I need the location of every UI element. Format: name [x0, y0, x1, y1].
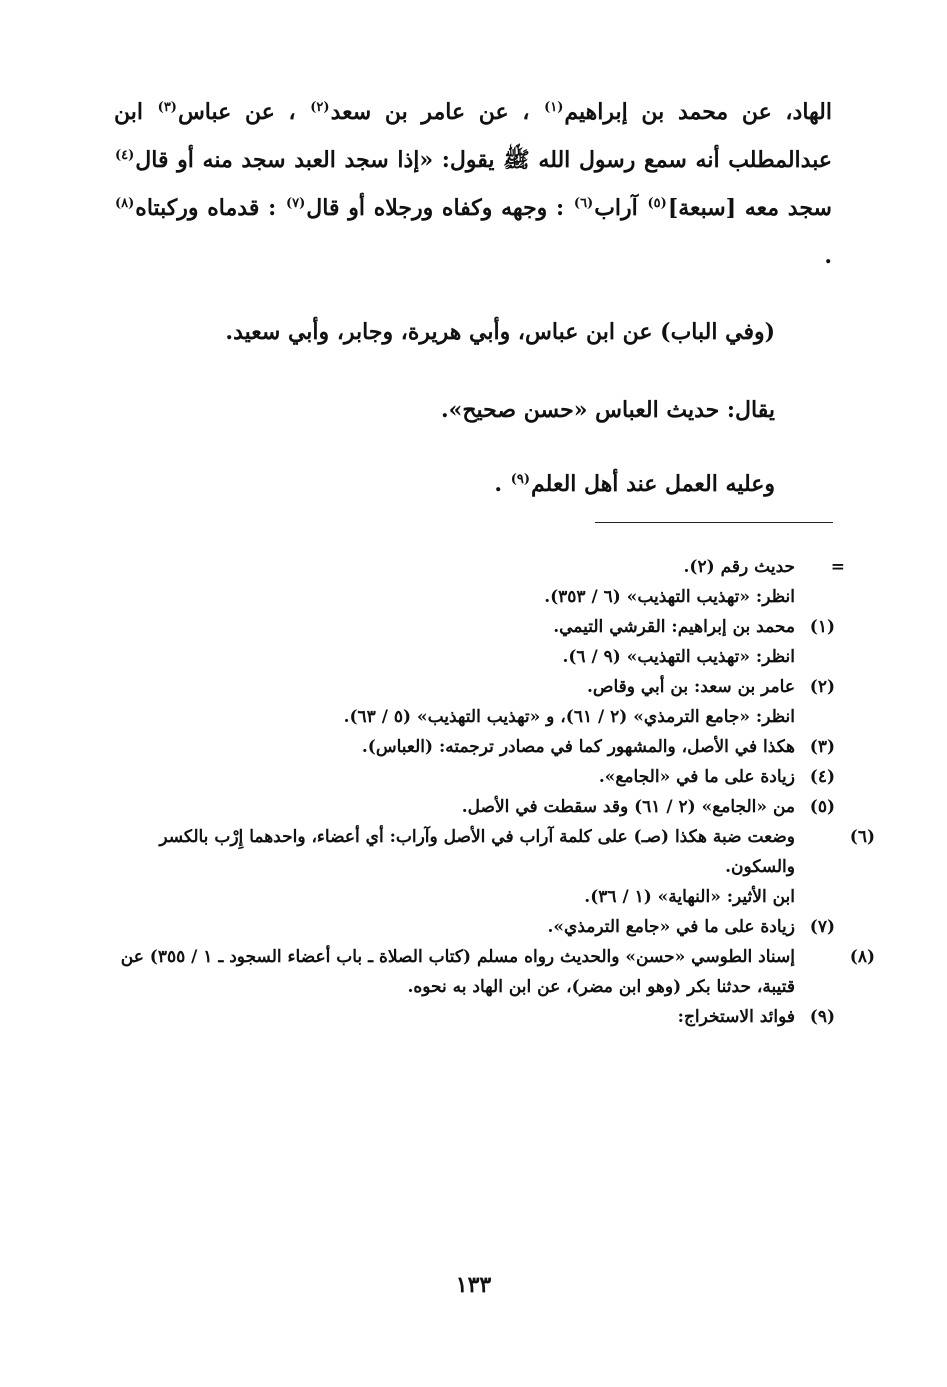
footnote-6: [113, 822, 875, 882]
footnote-number: (٩): [809, 1007, 835, 1027]
footnote-text: فوائد الاستخراج:: [677, 1007, 795, 1027]
footnote-number: (٧): [809, 917, 835, 937]
footnote-3: [113, 732, 835, 762]
footnote-9: [113, 1002, 835, 1032]
grading-paragraph: يقال: حديث العباس «حسن صحيح».: [440, 397, 775, 423]
hadith-text-segment: ، عن عامر بن سعد: [330, 99, 530, 125]
footnote-ref-9[interactable]: (٩): [510, 471, 531, 487]
footnote-8: [113, 942, 875, 1002]
footnote-1-reference: [113, 642, 835, 672]
footnote-ref-8[interactable]: (٨): [115, 195, 135, 211]
footnote-2: [113, 672, 835, 702]
reference-text: انظر: «جامع الترمذي» (٢ / ٦١)، و «تهذيب التهذيب» (٥ / ٦٣).: [343, 707, 795, 727]
hadith-text-segment: سجد معه [سبعة]: [667, 195, 832, 221]
footnote-hadith-number: [113, 552, 845, 582]
reference-text: انظر: «تهذيب التهذيب» (٩ / ٦).: [562, 647, 795, 667]
footnote-6-reference: [113, 882, 835, 912]
footnote-number: (٣): [809, 737, 835, 757]
footnote-ref-1[interactable]: (١): [544, 99, 564, 115]
footnote-number: (٨): [849, 947, 875, 967]
footnote-text: من «الجامع» (٢ / ٦١) وقد سقطت في الأصل.: [461, 797, 795, 817]
footnote-number: (٤): [809, 767, 835, 787]
hadith-text-segment: : قدماه وركبتاه: [135, 195, 277, 221]
footnote-2-reference: [113, 702, 835, 732]
hadith-text-segment: ابن عبدالمطلب أنه سمع رسول الله ﷺ يقول: «إذا سجد العبد سجد منه أو قال: [114, 99, 832, 173]
footnote-text: إسناد الطوسي «حسن» والحديث رواه مسلم (كتاب الصلاة ـ باب أعضاء السجود ـ ١ / ٣٥٥) عن قتيبة، حدثنا بكر (وهو ابن مضر)، عن ابن الهاد به نحوه.: [120, 947, 795, 997]
footnote-text: عامر بن سعد: بن أبي وقاص.: [586, 677, 795, 697]
footnote-divider: [595, 522, 833, 523]
footnote-number: (٢): [809, 677, 835, 697]
footnote-ref-4[interactable]: (٤): [115, 147, 135, 163]
hadith-text-segment: آراب: [594, 195, 638, 221]
reference-text: ابن الأثير: «النهاية» (١ / ٣٦).: [584, 887, 795, 907]
footnotes-section: [113, 552, 875, 1032]
hadith-paragraph: [114, 88, 832, 280]
footnote-ref-6[interactable]: (٦): [573, 195, 594, 211]
footnote-number: (٦): [849, 827, 875, 847]
footnote-7: [113, 912, 835, 942]
footnote-text: هكذا في الأصل، والمشهور كما في مصادر ترجمته: (العباس).: [361, 737, 795, 757]
footnote-ref-7[interactable]: (٧): [285, 195, 306, 211]
footnote-ref-5[interactable]: (٥): [647, 195, 667, 211]
hadith-text-segment: الهاد، عن محمد بن إبراهيم: [564, 99, 832, 125]
footnote-5: [113, 792, 835, 822]
footnote-number: (١): [809, 617, 835, 637]
hadith-text-segment: .: [824, 243, 832, 269]
practice-text-end: .: [494, 471, 503, 497]
footnote-text: زيادة على ما في «جامع الترمذي».: [547, 917, 795, 937]
footnote-text: زيادة على ما في «الجامع».: [598, 767, 795, 787]
hadith-text: [114, 88, 832, 280]
footnote-text: وضعت ضبة هكذا (صـ) على كلمة آراب في الأصل وآراب: أي أعضاء، واحدهما إِرْب بالكسر والسكون.: [159, 827, 795, 877]
hadith-number-text: حديث رقم (٢).: [683, 557, 795, 577]
bab-paragraph: (وفي الباب) عن ابن عباس، وأبي هريرة، وجابر، وأبي سعيد.: [225, 319, 775, 345]
hadith-text-segment: : وجهه وكفاه ورجلاه أو قال: [306, 195, 565, 221]
practice-text: وعليه العمل عند أهل العلم: [531, 471, 775, 497]
footnote-ref-3[interactable]: (٣): [157, 99, 177, 115]
footnote-text: محمد بن إبراهيم: القرشي التيمي.: [553, 617, 795, 637]
footnote-ref-2[interactable]: (٢): [310, 99, 330, 115]
reference-text: انظر: «تهذيب التهذيب» (٦ / ٣٥٣).: [544, 587, 795, 607]
hadith-text-segment: ، عن عباس: [177, 99, 296, 125]
footnote-4: [113, 762, 835, 792]
footnote-number: (٥): [809, 797, 835, 817]
continuation-mark: =: [830, 557, 845, 577]
footnote-1: [113, 612, 835, 642]
practice-paragraph: [155, 468, 775, 500]
footnote-reference: [113, 582, 835, 612]
page-number: ١٣٣: [455, 1272, 492, 1298]
